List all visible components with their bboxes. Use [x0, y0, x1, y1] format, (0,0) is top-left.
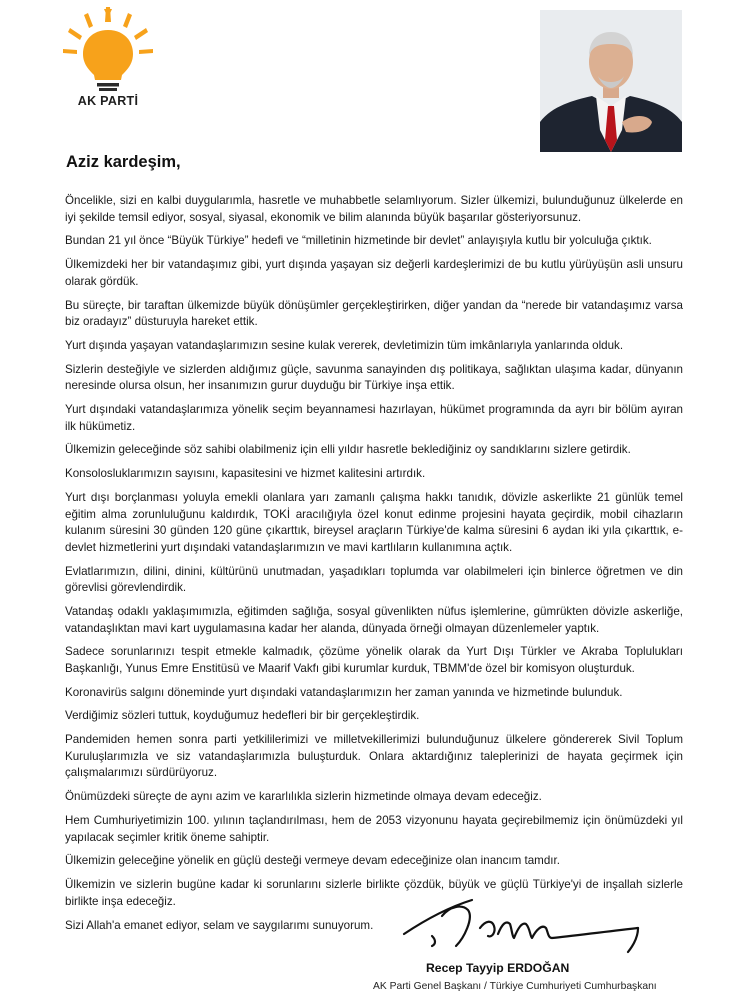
- letter-paragraph: Hem Cumhuriyetimizin 100. yılının taçlandırılması, hem de 2053 vizyonunu hayata geçirebilmemiz için önümüzdeki yıl yapılacak seçimler kritik öneme sahiptir.: [65, 814, 683, 844]
- letter-paragraph: Bundan 21 yıl önce “Büyük Türkiye” hedefi ve “milletinin hizmetinde bir devlet” anlayışıyla kutlu bir yolculuğa çıktık.: [65, 234, 652, 248]
- letter-paragraph: Yurt dışı borçlanması yoluyla emekli olanlara yarı zamanlı çalışma hakkı tanıdık, dövizle askerlikte 21 günlük temel eğitim alma zorunluluğunu kaldırdık, TOKİ aracılığıyla özel konut edinme projesini hayata geçirdik, mobil cihazların kulanım süresini 30 günden 120 güne çıkarttık, bireysel araçların Türkiye'de kalma süresini 6 aydan iki yıla çıkarttık, e-devlet hizmetlerini yurt dışındaki vatandaşlarımızın ve mavi kartlıların kullanımına açtık.: [65, 491, 683, 554]
- letter-paragraph: Yurt dışında yaşayan vatandaşlarımızın sesine kulak vererek, devletimizin tüm imkânlarıyla yanlarında olduk.: [65, 338, 624, 352]
- letter-paragraph: Ülkemizin ve sizlerin bugüne kadar ki sorunlarını sizlerle birlikte çözdük, büyük ve güçlü Türkiye'yi de inşallah sizlerle birlikte inşa edeceğiz.: [65, 878, 683, 908]
- letter-paragraph: Önümüzdeki süreçte de aynı azim ve kararlılıkla sizlerin hizmetinde olmaya devam edeceğiz.: [65, 790, 542, 804]
- portrait-photo: [540, 10, 682, 152]
- letter-paragraph: Pandemiden hemen sonra parti yetkililerimizi ve milletvekillerimizi bulunduğunuz ülkelere göndererek Sivil Toplum Kuruluşlarımızla ve siz vatandaşlarımızla buluşturduk. Onlara aktardığınız taleplerinizi de hayata geçirmek için çalışmalarımızı sürdürüyoruz.: [65, 733, 683, 780]
- letter-paragraph: Bu süreçte, bir taraftan ülkemizde büyük dönüşümler gerçekleştirirken, diğer yandan da “nerede bir vatandaşımız varsa biz oradayız” düsturuyla hareket ettik.: [65, 298, 683, 329]
- letter-paragraph: Ülkemizin geleceğinde söz sahibi olabilmeniz için elli yıldır hasretle beklediğiniz oy sandıklarını sizlere getirdik.: [65, 443, 631, 457]
- letter-greeting: Aziz kardeşim,: [66, 153, 181, 171]
- signatory-name: [426, 961, 569, 975]
- letter-body: [65, 193, 683, 941]
- letter-paragraph: Koronavirüs salgını döneminde yurt dışındaki vatandaşlarımızın her zaman yanında ve hizmetinde bulunduk.: [65, 685, 623, 699]
- ak-parti-logo: [60, 6, 156, 122]
- letter-paragraph: Evlatlarımızın, dilini, dinini, kültürünü unutmadan, yaşadıkları toplumda var olabilmeleri için binlerce öğretmen ve din görevlisi görevlendirdik.: [65, 564, 683, 595]
- letter-paragraph: Vatandaş odaklı yaklaşımımızla, eğitimden sağlığa, sosyal güvenlikten nüfus işlemlerine, gümrükten dövizle askerliğe, vatandaşlıktan mavi kart uygulamasına kadar her alanda, dünyada örneği olmayan düzenlemeler yaptık.: [65, 604, 683, 635]
- lightbulb-icon: [60, 6, 156, 96]
- handwritten-signature: [402, 894, 642, 958]
- signatory-first-name: Recep Tayyip: [426, 961, 504, 975]
- logo-text: AK PARTİ: [77, 94, 139, 108]
- letter-paragraph: Sadece sorunlarınızı tespit etmekle kalmadık, çözüme yönelik olarak da Yurt Dışı Türkler ve Akraba Toplulukları Başkanlığı, Yunus Emre Enstitüsü ve Maarif Vakfı gibi kurumlar kurduk, TBMM'de özel bir komisyon oluşturduk.: [65, 645, 683, 675]
- letter-paragraph: Yurt dışındaki vatandaşlarımıza yönelik seçim beyannamesi hazırlayan, hükümet programında da ayrı bir bölüm ayıran ilk hükümetiz.: [65, 403, 683, 433]
- letter-paragraph: Öncelikle, sizi en kalbi duygularımla, hasretle ve muhabbetle selamlıyorum. Sizler ülkemizi, bulunduğunuz ülkelerde en iyi şekilde temsil ediyor, sosyal, siyasal, ekonomik ve bilim alanında büyük başarılar gösteriyorsunuz.: [65, 194, 683, 224]
- letter-paragraph: Konsolosluklarımızın sayısını, kapasitesini ve hizmet kalitesini artırdık.: [65, 467, 426, 481]
- letter-paragraph: Verdiğimiz sözleri tuttuk, koyduğumuz hedefleri bir bir gerçekleştirdik.: [65, 709, 420, 723]
- letter-paragraph: Sizlerin desteğiyle ve sizlerden aldığımız güçle, savunma sanayinden dış politikaya, sağlıktan ulaşıma kadar, dünyanın neresinde olursa olsun, her insanımızın gurur duyduğu bir Türkiye inşa ettik.: [65, 362, 683, 393]
- letter-paragraph: Ülkemizin geleceğine yönelik en güçlü desteği vermeye devam edeceğinize olan inancım tamdır.: [65, 854, 560, 868]
- signatory-title: AK Parti Genel Başkanı / Türkiye Cumhuriyeti Cumhurbaşkanı: [373, 981, 657, 992]
- letter-paragraph: Sizi Allah'a emanet ediyor, selam ve saygılarımı sunuyorum.: [65, 918, 374, 932]
- signatory-last-name: ERDOĞAN: [507, 961, 570, 975]
- letter-paragraph: Ülkemizdeki her bir vatandaşımız gibi, yurt dışında yaşayan siz değerli kardeşlerimizi de bu kutlu yürüyüşün asli unsuru olarak gördük.: [65, 258, 683, 288]
